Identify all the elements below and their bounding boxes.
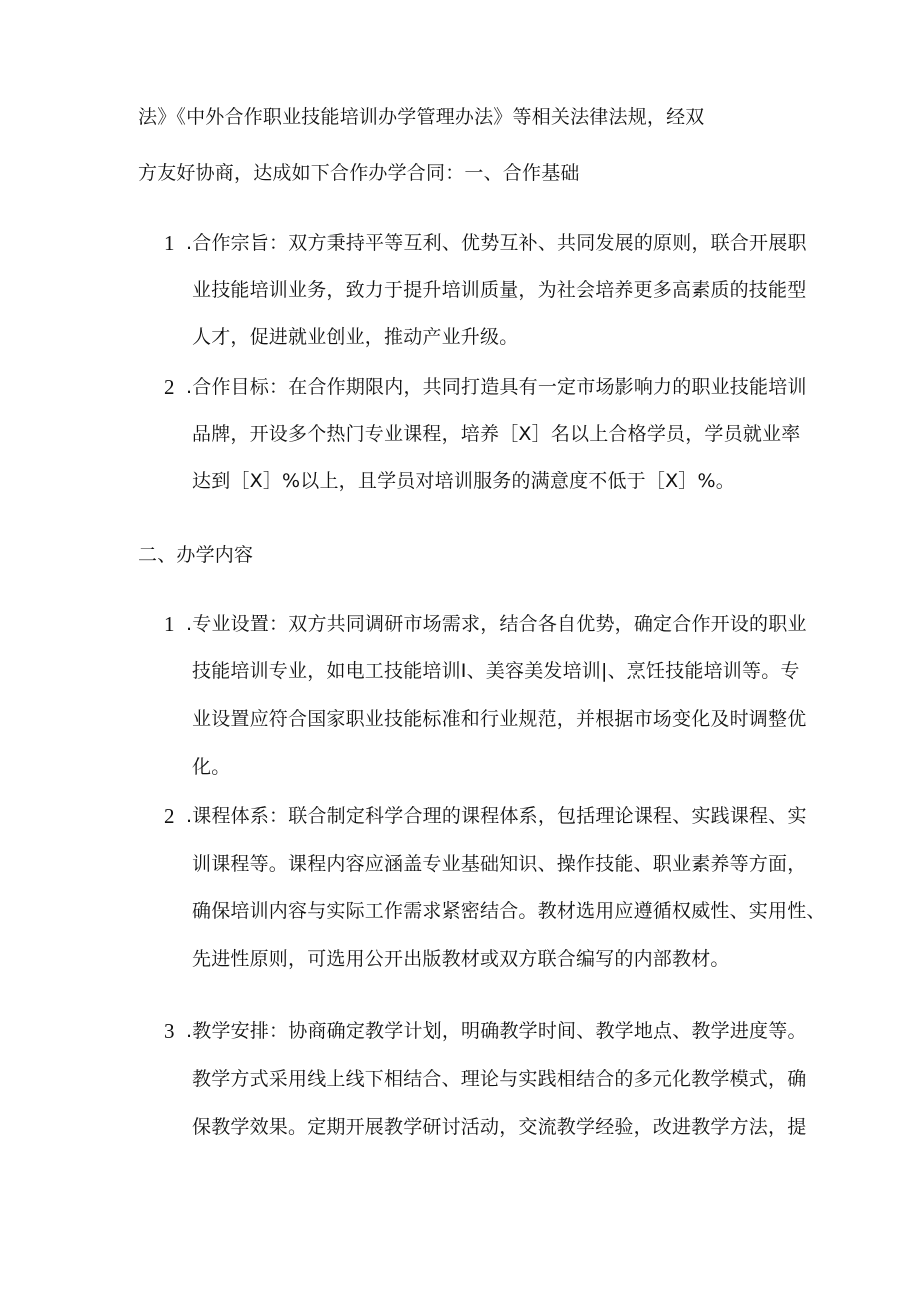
section1-item2-line-2: 品牌，开设多个热门专业课程，培养［X］名以上合格学员，学员就业率: [192, 423, 801, 445]
section2-item3-line-2: 教学方式采用线上线下相结合、理论与实践相结合的多元化教学模式，确: [192, 1068, 807, 1090]
section2-item2-line-4: 先进性原则，可选用公开出版教材或双方联合编写的内部教材。: [192, 948, 730, 970]
section1-item2-line-3: 达到［X］%以上，且学员对培训服务的满意度不低于［X］%。: [192, 470, 735, 492]
section2-item1-line-3: 业设置应符合国家职业技能标准和行业规范，并根据市场变化及时调整优: [192, 708, 807, 730]
section2-item2-line-1: .课程体系：联合制定科学合理的课程体系，包括理论课程、实践课程、实: [186, 805, 807, 827]
section2-item2-number: 2: [164, 804, 175, 828]
section2-item3-line-3: 保教学效果。定期开展教学研讨活动，交流教学经验，改进教学方法，提: [192, 1116, 807, 1138]
section2-item1-number: 1: [164, 612, 175, 636]
section1-item2-number: 2: [164, 375, 175, 399]
section1-item2-line-1: .合作目标：在合作期限内，共同打造具有一定市场影响力的职业技能培训: [186, 376, 807, 398]
section2-item1-line-2: 技能培训专业，如电工技能培训Ⅰ、美容美发培训|、烹饪技能培训等。专: [192, 660, 800, 682]
section2-item3-number: 3: [164, 1019, 175, 1043]
section2-item3-line-1: .教学安排：协商确定教学计划，明确教学时间、教学地点、教学进度等。: [186, 1020, 807, 1042]
section2-heading: 二、办学内容: [138, 544, 254, 566]
section1-item1-number: 1: [164, 231, 175, 255]
section1-item1-line-1: .合作宗旨：双方秉持平等互利、优势互补、共同发展的原则，联合开展职: [186, 232, 807, 254]
section2-item2-line-3: 确保培训内容与实际工作需求紧密结合。教材选用应遵循权威性、实用性、: [192, 900, 826, 922]
section2-item1-line-4: 化。: [192, 756, 231, 778]
section2-item1-line-1: .专业设置：双方共同调研市场需求，结合各自优势，确定合作开设的职业: [186, 613, 807, 635]
intro-line-2: 方友好协商，达成如下合作办学合同：一、合作基础: [138, 162, 580, 184]
intro-line-1: 法》《中外合作职业技能培训办学管理办法》等相关法律法规，经双: [138, 106, 705, 128]
section2-item2-line-2: 训课程等。课程内容应涵盖专业基础知识、操作技能、职业素养等方面，: [192, 853, 807, 875]
section1-item1-line-2: 业技能培训业务，致力于提升培训质量，为社会培养更多高素质的技能型: [192, 279, 807, 301]
section1-item1-line-3: 人才，促进就业创业，推动产业升级。: [192, 326, 519, 348]
